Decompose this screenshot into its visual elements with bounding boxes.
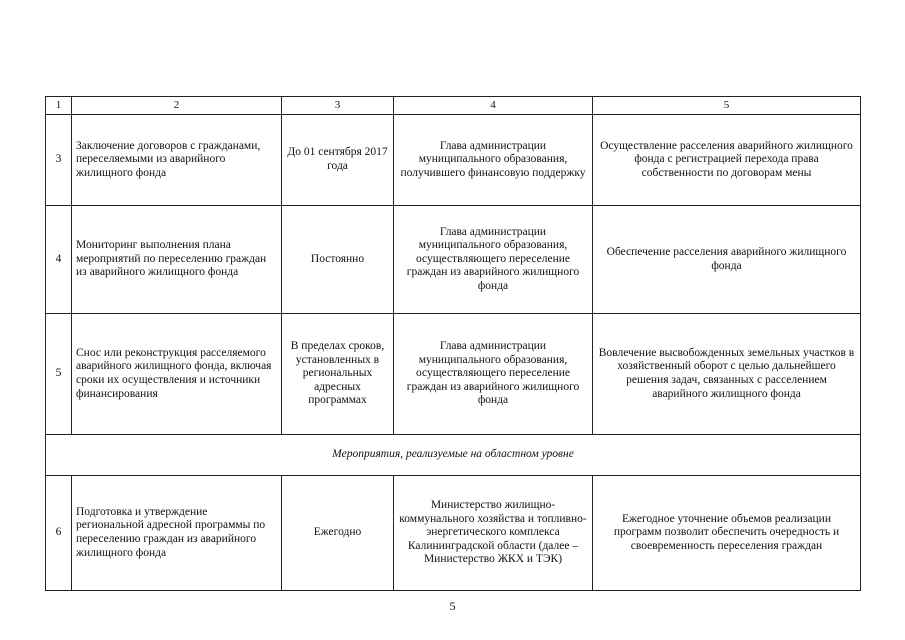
header-cell: 5 xyxy=(593,97,861,115)
header-cell: 4 xyxy=(394,97,593,115)
header-cell: 3 xyxy=(282,97,394,115)
term-cell: До 01 сентября 2017 года xyxy=(282,115,394,206)
measure-cell: Снос или реконструкция расселяемого аварийного жилищного фонда, включая сроки их осуществления и источники финансирования xyxy=(72,314,282,435)
term-cell: Ежегодно xyxy=(282,476,394,591)
row-number: 4 xyxy=(46,206,72,314)
responsible-cell: Глава администрации муниципального образования, осуществляющего переселение граждан из аварийного жилищного фонда xyxy=(394,314,593,435)
responsible-cell: Министерство жилищно-коммунального хозяйства и топливно-энергетического комплекса Калининградской области (далее – Министерство ЖКХ и ТЭК) xyxy=(394,476,593,591)
measure-cell: Мониторинг выполнения плана мероприятий по переселению граждан из аварийного жилищного фонда xyxy=(72,206,282,314)
row-number: 6 xyxy=(46,476,72,591)
header-cell: 1 xyxy=(46,97,72,115)
row-number: 3 xyxy=(46,115,72,206)
result-cell: Обеспечение расселения аварийного жилищного фонда xyxy=(593,206,861,314)
result-cell: Ежегодное уточнение объемов реализации программ позволит обеспечить очередность и своевременность переселения граждан xyxy=(593,476,861,591)
table-header-row xyxy=(46,97,861,115)
term-cell: Постоянно xyxy=(282,206,394,314)
section-row xyxy=(46,435,861,476)
table-row xyxy=(46,115,861,206)
measure-cell: Подготовка и утверждение региональной адресной программы по переселению граждан из аварийного жилищного фонда xyxy=(72,476,282,591)
measures-table xyxy=(45,96,861,591)
responsible-cell: Глава администрации муниципального образования, получившего финансовую поддержку xyxy=(394,115,593,206)
responsible-cell: Глава администрации муниципального образования, осуществляющего переселение граждан из аварийного жилищного фонда xyxy=(394,206,593,314)
result-cell: Вовлечение высвобожденных земельных участков в хозяйственный оборот с целью дальнейшего решения задач, связанных с расселением аварийного жилищного фонда xyxy=(593,314,861,435)
section-title: Мероприятия, реализуемые на областном уровне xyxy=(46,435,861,476)
header-cell: 2 xyxy=(72,97,282,115)
term-cell: В пределах сроков, установленных в региональных адресных программах xyxy=(282,314,394,435)
table-row xyxy=(46,206,861,314)
row-number: 5 xyxy=(46,314,72,435)
result-cell: Осуществление расселения аварийного жилищного фонда с регистрацией перехода права собственности по договорам мены xyxy=(593,115,861,206)
table-row xyxy=(46,476,861,591)
measure-cell: Заключение договоров с гражданами, переселяемыми из аварийного жилищного фонда xyxy=(72,115,282,206)
table-row xyxy=(46,314,861,435)
page-number: 5 xyxy=(449,599,456,613)
